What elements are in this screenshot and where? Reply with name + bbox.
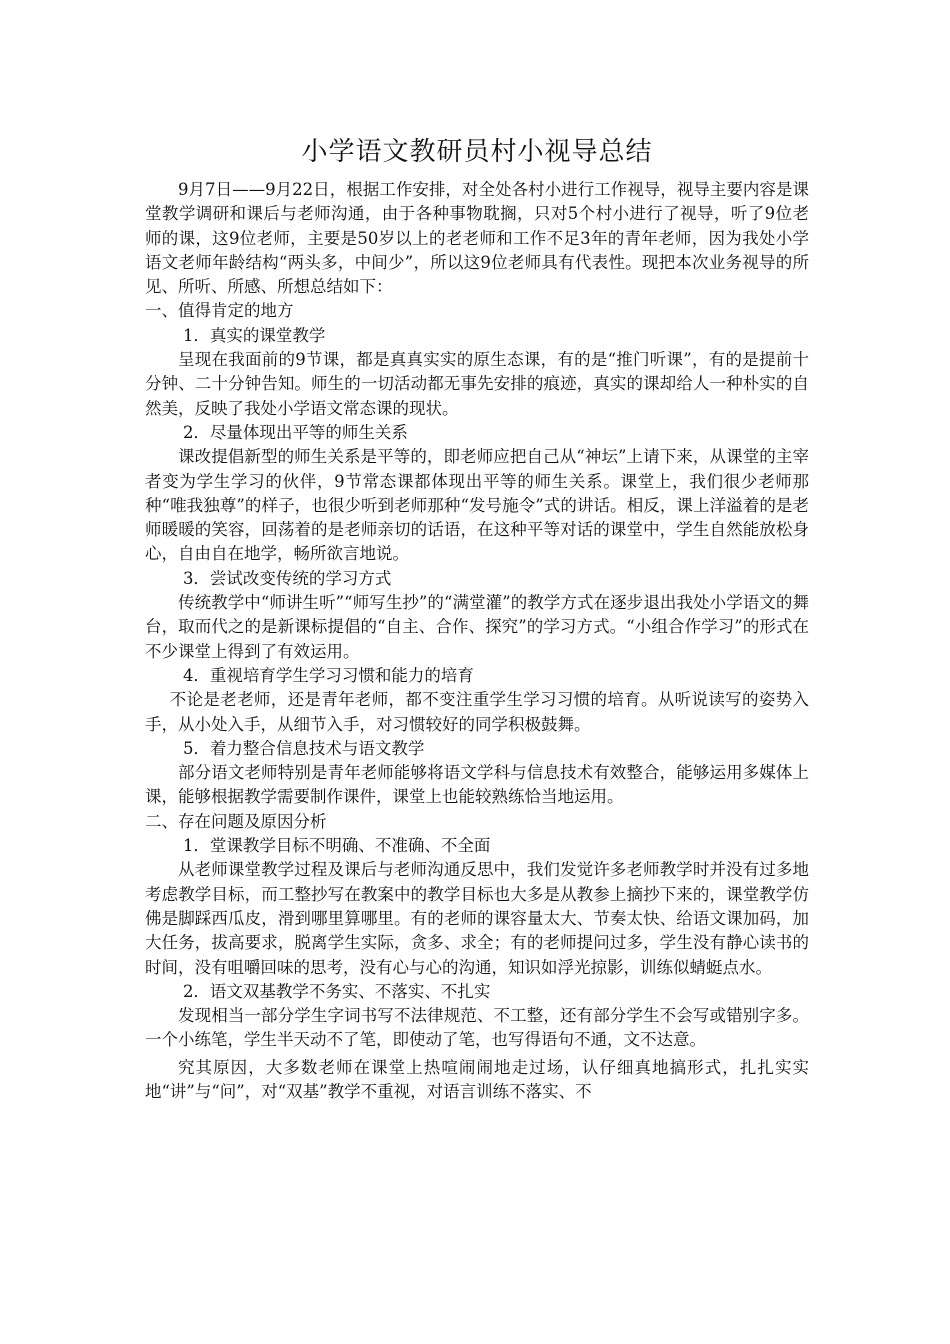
- s2-item-2-text-continued: 究其原因，大多数老师在课堂上热喧闹闹地走过场，认仔细真地搞形式，扎扎实实地“讲”与“问”，对“双基”教学不重视，对语言训练不落实、不: [145, 1057, 809, 1101]
- intro-paragraph: 9月7日——9月22日，根据工作安排，对全处各村小进行工作视导，视导主要内容是课堂教学调研和课后与老师沟通，由于各种事物耽搁，只对5个村小进行了视导，听了9位老师的课，这9位老师，主要是50岁以上的老老师和工作不足3年的青年老师，因为我处小学语文老师年龄结构“两头多，中间少”，所以这9位老师具有代表性。现把本次业务视导的所见、所听、所感、所想总结如下：: [145, 180, 809, 297]
- s1-item-4-title: 4．重视培育学生学习习惯和能力的培育: [182, 665, 474, 685]
- s1-item-2-text: 课改提倡新型的师生关系是平等的，即老师应把自己从“神坛”上请下来，从课堂的主宰者变为学生学习的伙伴，9节常态课都体现出平等的师生关系。课堂上，我们很少老师那种“唯我独尊”的样子，也很少听到老师那种“发号施令”式的讲话。相反，课上洋溢着的是老师暖暖的笑容，回荡着的是老师亲切的话语，在这种平等对话的课堂中，学生自然能放松身心，自由自在地学，畅所欲言地说。: [145, 447, 809, 564]
- s1-item-2-title: 2．尽量体现出平等的师生关系: [182, 422, 408, 442]
- s2-item-1-title: 1．堂课教学目标不明确、不准确、不全面: [182, 836, 491, 856]
- s2-item-2-text: 发现相当一部分学生字词书写不法律规范、不工整，还有部分学生不会写或错别字多。一个小练笔，学生半天动不了笔，即使动了笔，也写得语句不通，文不达意。: [145, 1006, 809, 1050]
- s1-item-3-text: 传统教学中“师讲生听”“师写生抄”的“满堂灌”的教学方式在逐步退出我处小学语文的舞台，取而代之的是新课标提倡的“自主、合作、探究”的学习方式。“小组合作学习”的形式在不少课堂上得到了有效运用。: [145, 593, 809, 661]
- s1-item-1-text: 呈现在我面前的9节课，都是真真实实的原生态课，有的是“推门听课”，有的是提前十分钟、二十分钟告知。师生的一切活动都无事先安排的痕迹，真实的课却给人一种朴实的自然美，反映了我处小学语文常态课的现状。: [145, 350, 809, 418]
- document-page: [145, 128, 809, 1104]
- section-1-heading: 一、值得肯定的地方: [145, 301, 294, 321]
- s1-item-5-title: 5．着力整合信息技术与语文教学: [182, 738, 425, 758]
- s2-item-2-title: 2．语文双基教学不务实、不落实、不扎实: [182, 981, 491, 1001]
- s1-item-5-text: 部分语文老师特别是青年老师能够将语文学科与信息技术有效整合，能够运用多媒体上课，能够根据教学需要制作课件，课堂上也能较熟练恰当地运用。: [145, 763, 809, 807]
- section-2-heading: 二、存在问题及原因分析: [145, 811, 327, 831]
- s2-item-1-text: 从老师课堂教学过程及课后与老师沟通反思中，我们发觉许多老师教学时并没有过多地考虑教学目标，而工整抄写在教案中的教学目标也大多是从教参上摘抄下来的，课堂教学仿佛是脚踩西瓜皮，滑到哪里算哪里。有的老师的课容量太大、节奏太快、给语文课加码，加大任务，拔高要求，脱离学生实际，贪多、求全；有的老师提问过多，学生没有静心读书的时间，没有咀嚼回味的思考，没有心与心的沟通，知识如浮光掠影，训练似蜻蜓点水。: [145, 860, 809, 977]
- s1-item-3-title: 3．尝试改变传统的学习方式: [182, 568, 392, 588]
- s1-item-4-text: 不论是老老师，还是青年老师，都不变注重学生学习习惯的培育。从听说读写的姿势入手，从小处入手，从细节入手，对习惯较好的同学积极鼓舞。: [145, 690, 809, 734]
- s1-item-1-title: 1．真实的课堂教学: [182, 325, 326, 345]
- document-title: 小学语文教研员村小视导总结: [301, 137, 653, 167]
